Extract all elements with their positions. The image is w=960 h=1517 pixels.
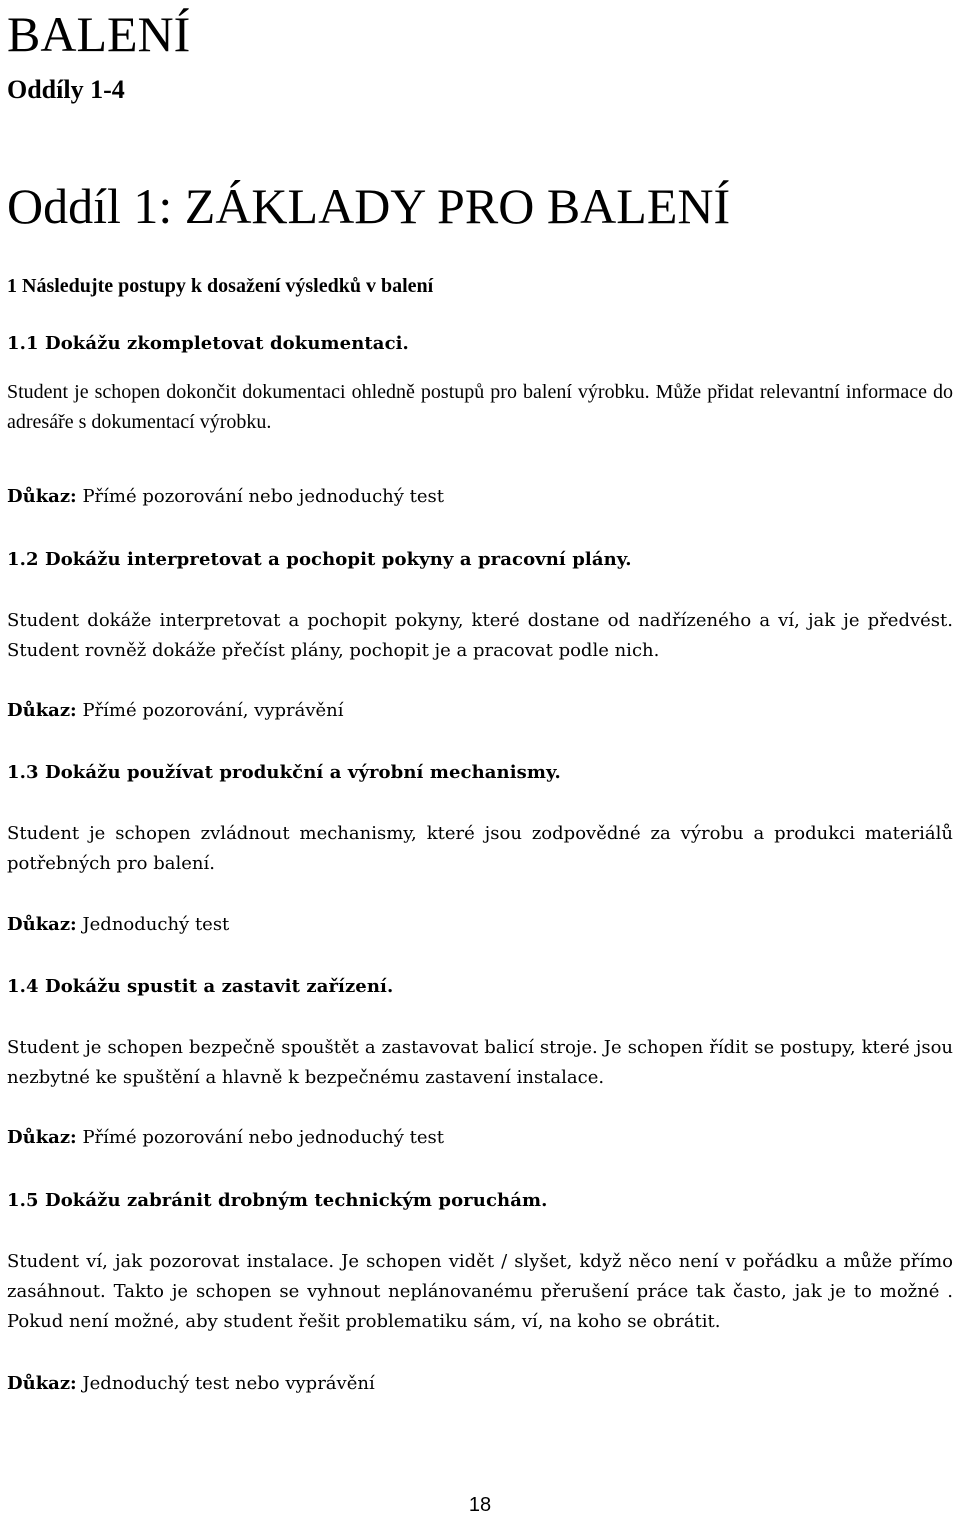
item-description-1-3: Student je schopen zvládnout mechanismy, které jsou zodpovědné za výrobu a produkci materiálů potřebných pro balení. (7, 823, 953, 874)
document-subtitle: Oddíly 1-4 (7, 75, 125, 104)
item-description-1-2: Student dokáže interpretovat a pochopit pokyny, které dostane od nadřízeného a ví, jak je předvést. Student rovněž dokáže přečíst plány, pochopit je a pracovat podle nich. (7, 610, 953, 661)
evidence-label: Důkaz: (7, 1373, 77, 1394)
section-intro: 1 Následujte postupy k dosažení výsledků v balení (7, 275, 434, 297)
evidence-text: Jednoduchý test nebo vyprávění (82, 1373, 375, 1394)
item-heading-1-5: 1.5 Dokážu zabránit drobným technickým poruchám. (7, 1190, 548, 1211)
evidence-label: Důkaz: (7, 1127, 77, 1148)
evidence-text: Přímé pozorování nebo jednoduchý test (82, 1127, 444, 1148)
evidence-text: Přímé pozorování, vyprávění (82, 700, 344, 721)
item-description-1-5: Student ví, jak pozorovat instalace. Je schopen vidět / slyšet, když něco není v pořádku a může přímo zasáhnout. Takto je schopen se vyhnout neplánovanému přerušení práce tak často, jak je to možné . Pokud není možné, aby student řešit problematiku sám, ví, na koho se obrátit. (7, 1251, 953, 1332)
item-description-1-4: Student je schopen bezpečně spouštět a zastavovat balicí stroje. Je schopen řídit se postupy, které jsou nezbytné ke spuštění a hlavně k bezpečnému zastavení instalace. (7, 1037, 953, 1088)
evidence-text: Jednoduchý test (82, 914, 230, 935)
item-evidence-1-2 (7, 698, 344, 724)
item-evidence-1-1 (7, 484, 444, 510)
item-description-1-1: Student je schopen dokončit dokumentaci ohledně postupů pro balení výrobku. Může přidat relevantní informace do adresáře s dokumentací výrobku. (7, 381, 953, 433)
item-evidence-1-3 (7, 912, 229, 938)
item-evidence-1-4 (7, 1125, 444, 1151)
item-evidence-1-5 (7, 1371, 375, 1397)
item-heading-1-2: 1.2 Dokážu interpretovat a pochopit pokyny a pracovní plány. (7, 549, 632, 570)
section-heading: Oddíl 1: ZÁKLADY PRO BALENÍ (7, 178, 731, 234)
document-title: BALENÍ (7, 6, 191, 62)
evidence-label: Důkaz: (7, 914, 77, 935)
item-heading-1-1: 1.1 Dokážu zkompletovat dokumentaci. (7, 333, 409, 354)
evidence-text: Přímé pozorování nebo jednoduchý test (82, 486, 444, 507)
evidence-label: Důkaz: (7, 486, 77, 507)
item-heading-1-4: 1.4 Dokážu spustit a zastavit zařízení. (7, 976, 394, 997)
page-number: 18 (468, 1494, 492, 1516)
item-heading-1-3: 1.3 Dokážu používat produkční a výrobní mechanismy. (7, 762, 561, 783)
evidence-label: Důkaz: (7, 700, 77, 721)
